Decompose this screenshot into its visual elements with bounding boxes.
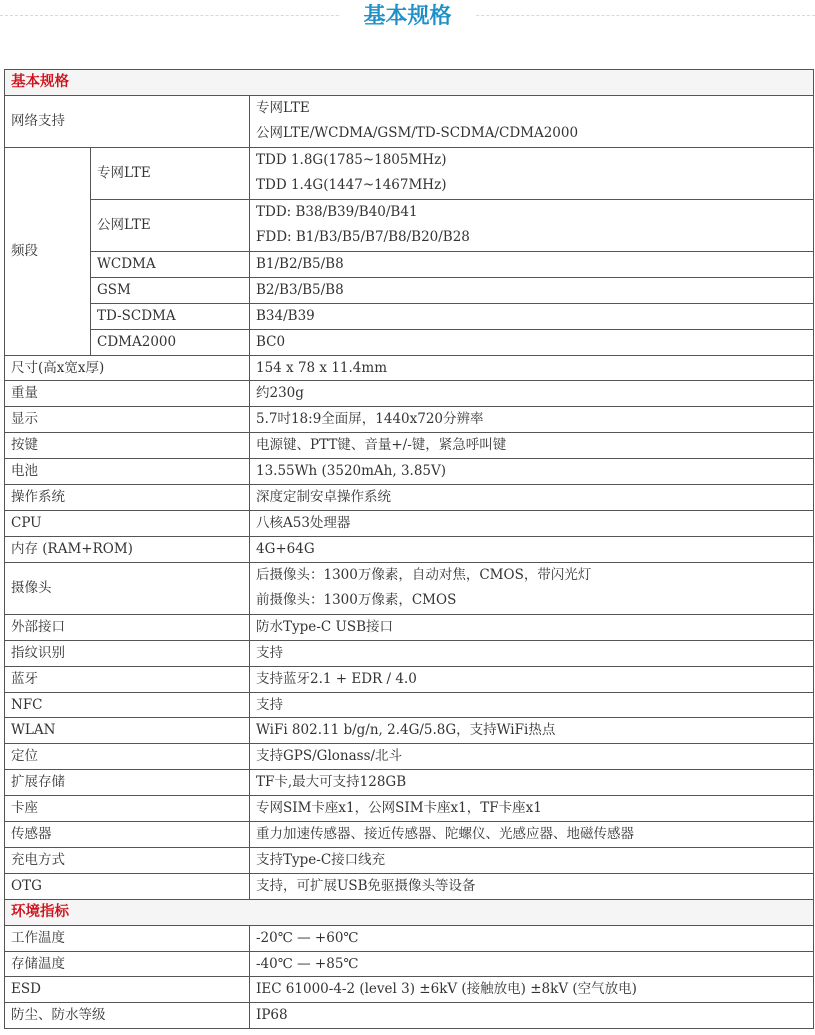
row-label: 指纹识别	[5, 640, 250, 666]
table-row	[5, 329, 814, 355]
row-value: WiFi 802.11 b/g/n, 2.4G/5.8G，支持WiFi热点	[250, 718, 814, 744]
table-row	[5, 536, 814, 562]
value-line: TDD 1.8G(1785~1805MHz)	[256, 152, 447, 169]
table-row	[5, 381, 814, 407]
table-row	[5, 251, 814, 277]
table-row	[5, 873, 814, 899]
table-row	[5, 147, 814, 199]
value-line: 专网LTE	[256, 100, 310, 117]
row-label: 工作温度	[5, 925, 250, 951]
table-row	[5, 303, 814, 329]
row-value: 电源键、PTT键、音量+/-键，紧急呼叫键	[250, 433, 814, 459]
table-row	[5, 510, 814, 536]
row-label: 卡座	[5, 796, 250, 822]
row-label: CPU	[5, 510, 250, 536]
row-value	[250, 95, 814, 147]
table-row	[5, 692, 814, 718]
row-value: BC0	[250, 329, 814, 355]
table-row	[5, 614, 814, 640]
table-row	[5, 640, 814, 666]
sub-label: TD-SCDMA	[91, 303, 250, 329]
value-line: FDD: B1/B3/B5/B7/B8/B20/B28	[256, 229, 470, 246]
section-row-env	[5, 899, 814, 925]
value-line: 前摄像头：1300万像素，CMOS	[256, 592, 457, 609]
row-label: WLAN	[5, 718, 250, 744]
row-value: 支持	[250, 692, 814, 718]
row-value	[250, 147, 814, 199]
table-row	[5, 433, 814, 459]
value-line: 公网LTE/WCDMA/GSM/TD-SCDMA/CDMA2000	[256, 125, 579, 142]
row-value: 八核A53处理器	[250, 510, 814, 536]
row-value: 防水Type-C USB接口	[250, 614, 814, 640]
row-label: 扩展存储	[5, 770, 250, 796]
table-row	[5, 847, 814, 873]
sub-label: 专网LTE	[91, 147, 250, 199]
row-value: 支持，可扩展USB免驱摄像头等设备	[250, 873, 814, 899]
table-row	[5, 459, 814, 485]
row-label: 操作系统	[5, 485, 250, 511]
table-row	[5, 666, 814, 692]
sub-label: WCDMA	[91, 251, 250, 277]
row-value: B2/B3/B5/B8	[250, 277, 814, 303]
row-label: ESD	[5, 977, 250, 1003]
row-value: 13.55Wh (3520mAh, 3.85V)	[250, 459, 814, 485]
row-label: 网络支持	[5, 95, 250, 147]
row-value: 支持	[250, 640, 814, 666]
table-row	[5, 977, 814, 1003]
sub-label: CDMA2000	[91, 329, 250, 355]
row-value: B1/B2/B5/B8	[250, 251, 814, 277]
row-label: 存储温度	[5, 951, 250, 977]
row-label: 尺寸(高x宽x厚)	[5, 355, 250, 381]
table-row	[5, 951, 814, 977]
row-label: 重量	[5, 381, 250, 407]
row-label: 显示	[5, 407, 250, 433]
table-row	[5, 407, 814, 433]
row-label: 内存 (RAM+ROM)	[5, 536, 250, 562]
row-value: IEC 61000-4-2 (level 3) ±6kV (接触放电) ±8kV (空气放电)	[250, 977, 814, 1003]
table-row	[5, 744, 814, 770]
table-row	[5, 277, 814, 303]
value-line: TDD: B38/B39/B40/B41	[256, 204, 418, 221]
row-value: -20℃ — +60℃	[250, 925, 814, 951]
table-row	[5, 485, 814, 511]
table-row	[5, 1003, 814, 1029]
value-line: 后摄像头：1300万像素，自动对焦，CMOS，带闪光灯	[256, 567, 592, 584]
row-value: 重力加速传感器、接近传感器、陀螺仪、光感应器、地磁传感器	[250, 822, 814, 848]
row-value: 深度定制安卓操作系统	[250, 485, 814, 511]
sub-label: 公网LTE	[91, 199, 250, 251]
row-label: 传感器	[5, 822, 250, 848]
value-line: TDD 1.4G(1447~1467MHz)	[256, 177, 447, 194]
spec-table	[4, 69, 814, 1029]
table-row	[5, 718, 814, 744]
row-label: 外部接口	[5, 614, 250, 640]
row-value: TF卡,最大可支持128GB	[250, 770, 814, 796]
row-value	[250, 199, 814, 251]
table-row	[5, 199, 814, 251]
row-value: 支持Type-C接口线充	[250, 847, 814, 873]
sub-label: GSM	[91, 277, 250, 303]
table-row	[5, 796, 814, 822]
row-value: -40℃ — +85℃	[250, 951, 814, 977]
row-value: IP68	[250, 1003, 814, 1029]
row-value: 154 x 78 x 11.4mm	[250, 355, 814, 381]
row-label: 充电方式	[5, 847, 250, 873]
row-label: OTG	[5, 873, 250, 899]
row-value: 约230g	[250, 381, 814, 407]
page-header	[0, 0, 815, 68]
table-row	[5, 770, 814, 796]
section-heading: 基本规格	[5, 70, 814, 96]
page-title: 基本规格	[341, 3, 473, 31]
row-label: 蓝牙	[5, 666, 250, 692]
row-label: 频段	[5, 147, 91, 355]
section-row-basic	[5, 70, 814, 96]
row-value: 支持GPS/Glonass/北斗	[250, 744, 814, 770]
row-label: 定位	[5, 744, 250, 770]
row-label: 按键	[5, 433, 250, 459]
table-row	[5, 925, 814, 951]
row-label: 摄像头	[5, 562, 250, 614]
row-value: 5.7吋18:9全面屏，1440x720分辨率	[250, 407, 814, 433]
row-label: NFC	[5, 692, 250, 718]
table-row	[5, 562, 814, 614]
row-value: 专网SIM卡座x1，公网SIM卡座x1，TF卡座x1	[250, 796, 814, 822]
row-value	[250, 562, 814, 614]
table-row	[5, 355, 814, 381]
table-row	[5, 95, 814, 147]
row-label: 电池	[5, 459, 250, 485]
row-value: 支持蓝牙2.1 + EDR / 4.0	[250, 666, 814, 692]
section-heading: 环境指标	[5, 899, 814, 925]
row-label: 防尘、防水等级	[5, 1003, 250, 1029]
row-value: B34/B39	[250, 303, 814, 329]
row-value: 4G+64G	[250, 536, 814, 562]
table-row	[5, 822, 814, 848]
